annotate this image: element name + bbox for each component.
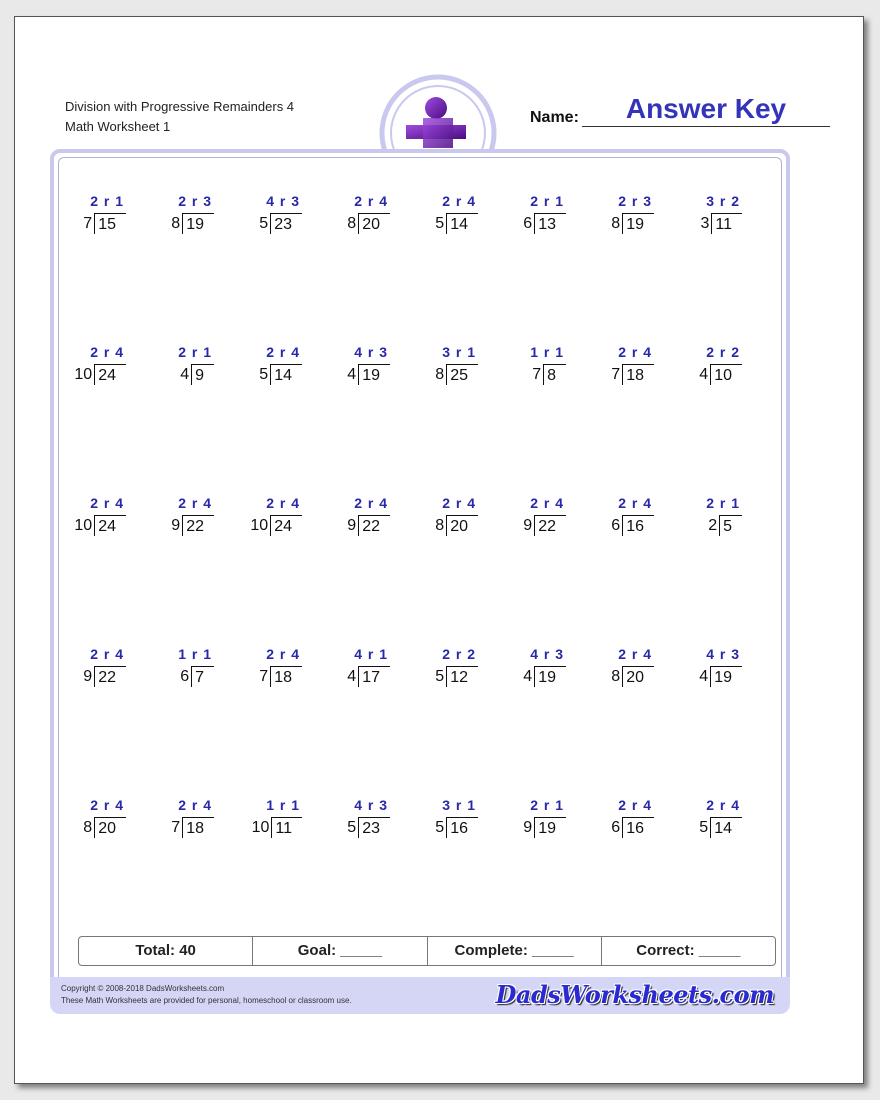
division-problem [600, 646, 688, 706]
dividend: 20 [622, 666, 654, 687]
dividend: 18 [182, 817, 214, 838]
long-division-expression [74, 363, 126, 385]
divisor: 7 [532, 366, 542, 383]
division-problem [424, 797, 512, 857]
long-division-expression [171, 514, 214, 536]
dividend: 5 [719, 515, 742, 536]
dividend: 20 [94, 817, 126, 838]
divisor: 9 [347, 517, 357, 534]
long-division-expression [180, 665, 214, 687]
long-division-expression [523, 212, 566, 234]
dividend: 23 [270, 213, 302, 234]
division-problem [336, 797, 424, 857]
division-problem [72, 646, 160, 706]
complete-field: Complete: _____ [428, 937, 602, 965]
dividend: 19 [534, 666, 566, 687]
division-problem [688, 646, 776, 706]
goal-field: Goal: _____ [253, 937, 427, 965]
quotient-answer: 2 r 4 [530, 495, 564, 511]
long-division-expression [435, 514, 478, 536]
dividend: 19 [358, 364, 390, 385]
quotient-answer: 2 r 4 [178, 495, 212, 511]
long-division-expression [347, 212, 390, 234]
totals-bar [78, 936, 776, 966]
divisor: 8 [171, 215, 181, 232]
dividend: 22 [534, 515, 566, 536]
dividend: 12 [446, 666, 478, 687]
quotient-answer: 4 r 3 [354, 344, 388, 360]
divisor: 7 [83, 215, 93, 232]
long-division-expression [180, 363, 214, 385]
division-problem [248, 646, 336, 706]
long-division-expression [611, 816, 654, 838]
long-division-expression [347, 665, 390, 687]
problem-row [72, 646, 776, 797]
division-problem [424, 344, 512, 404]
dividend: 8 [543, 364, 566, 385]
division-problem [336, 495, 424, 555]
dividend: 25 [446, 364, 478, 385]
quotient-answer: 4 r 3 [354, 797, 388, 813]
quotient-answer: 1 r 1 [266, 797, 300, 813]
divisor: 10 [251, 819, 270, 836]
division-problem [160, 344, 248, 404]
dividend: 24 [94, 515, 126, 536]
divisor: 7 [611, 366, 621, 383]
division-problem [248, 495, 336, 555]
divisor: 10 [74, 366, 93, 383]
divisor: 3 [700, 215, 710, 232]
division-problem [424, 646, 512, 706]
divisor: 9 [171, 517, 181, 534]
dividend: 17 [358, 666, 390, 687]
divisor: 9 [523, 517, 533, 534]
division-problem [688, 193, 776, 253]
division-problem [160, 646, 248, 706]
long-division-expression [708, 514, 742, 536]
long-division-expression [611, 514, 654, 536]
divisor: 5 [435, 819, 445, 836]
dividend: 9 [191, 364, 214, 385]
division-problem [688, 344, 776, 404]
name-field [530, 93, 830, 127]
quotient-answer: 2 r 4 [354, 495, 388, 511]
quotient-answer: 2 r 1 [706, 495, 740, 511]
divisor: 4 [347, 366, 357, 383]
divisor: 8 [435, 366, 445, 383]
long-division-expression [171, 212, 214, 234]
long-division-expression [523, 514, 566, 536]
quotient-answer: 2 r 4 [266, 495, 300, 511]
divisor: 10 [250, 517, 269, 534]
quotient-answer: 1 r 1 [178, 646, 212, 662]
divisor: 8 [611, 215, 621, 232]
divisor: 5 [435, 215, 445, 232]
long-division-expression [250, 514, 302, 536]
quotient-answer: 2 r 4 [354, 193, 388, 209]
copyright-notice [61, 983, 352, 1007]
division-problem [160, 193, 248, 253]
divisor: 9 [523, 819, 533, 836]
long-division-expression [611, 665, 654, 687]
division-problem [512, 193, 600, 253]
quotient-answer: 2 r 4 [90, 344, 124, 360]
divisor: 6 [611, 819, 621, 836]
divisor: 8 [435, 517, 445, 534]
long-division-expression [435, 212, 478, 234]
divisor: 7 [259, 668, 269, 685]
divisor: 4 [699, 366, 709, 383]
long-division-expression [435, 363, 478, 385]
divisor: 5 [699, 819, 709, 836]
dividend: 15 [94, 213, 126, 234]
division-problem [248, 797, 336, 857]
quotient-answer: 2 r 4 [618, 797, 652, 813]
divisor: 4 [347, 668, 357, 685]
division-problem [72, 797, 160, 857]
quotient-answer: 2 r 3 [178, 193, 212, 209]
dividend: 24 [94, 364, 126, 385]
division-problem [336, 646, 424, 706]
quotient-answer: 3 r 2 [706, 193, 740, 209]
divisor: 4 [699, 668, 709, 685]
long-division-expression [700, 212, 742, 234]
long-division-expression [259, 212, 302, 234]
division-problem [160, 797, 248, 857]
long-division-expression [347, 816, 390, 838]
long-division-expression [347, 363, 390, 385]
quotient-answer: 2 r 4 [442, 495, 476, 511]
long-division-expression [611, 212, 654, 234]
quotient-answer: 2 r 4 [178, 797, 212, 813]
quotient-answer: 2 r 1 [530, 193, 564, 209]
worksheet-title [65, 97, 294, 137]
divisor: 9 [83, 668, 93, 685]
correct-field: Correct: _____ [636, 942, 741, 959]
dividend: 24 [270, 515, 302, 536]
divisor: 6 [523, 215, 533, 232]
divisor: 5 [347, 819, 357, 836]
long-division-expression [532, 363, 566, 385]
quotient-answer: 4 r 3 [266, 193, 300, 209]
divisor: 5 [259, 366, 269, 383]
divisor: 7 [171, 819, 181, 836]
divisor: 2 [708, 517, 718, 534]
long-division-expression [252, 816, 302, 838]
dividend: 19 [710, 666, 742, 687]
divisor: 8 [83, 819, 93, 836]
dividend: 20 [446, 515, 478, 536]
divisor: 5 [259, 215, 269, 232]
division-problem [248, 344, 336, 404]
division-problem [512, 495, 600, 555]
problem-row [72, 344, 776, 495]
long-division-expression [83, 212, 126, 234]
division-problem [336, 193, 424, 253]
long-division-expression [259, 665, 302, 687]
title-line-1: Division with Progressive Remainders 4 [65, 99, 295, 114]
footer [50, 977, 790, 1014]
divisor: 4 [180, 366, 190, 383]
division-problem [248, 193, 336, 253]
long-division-expression [523, 816, 566, 838]
copyright-line: Copyright © 2008-2018 DadsWorksheets.com [61, 984, 225, 993]
dividend: 14 [710, 817, 742, 838]
problem-grid [72, 193, 776, 948]
quotient-answer: 3 r 1 [442, 797, 476, 813]
dividend: 16 [622, 817, 654, 838]
quotient-answer: 2 r 4 [266, 646, 300, 662]
division-problem [72, 495, 160, 555]
division-problem [336, 344, 424, 404]
quotient-answer: 2 r 4 [90, 495, 124, 511]
divisor: 5 [435, 668, 445, 685]
divisor: 6 [180, 668, 190, 685]
dividend: 7 [191, 666, 214, 687]
dividend: 19 [622, 213, 654, 234]
division-problem [424, 193, 512, 253]
division-problem [72, 344, 160, 404]
division-problem [160, 495, 248, 555]
quotient-answer: 3 r 1 [442, 344, 476, 360]
long-division-expression [435, 665, 478, 687]
division-problem [600, 797, 688, 857]
title-line-2: Math Worksheet 1 [65, 119, 171, 134]
dividend: 19 [182, 213, 214, 234]
division-problem [600, 193, 688, 253]
quotient-answer: 2 r 2 [706, 344, 740, 360]
usage-line: These Math Worksheets are provided for personal, homeschool or classroom use. [61, 996, 352, 1005]
quotient-answer: 2 r 1 [530, 797, 564, 813]
dividend: 23 [358, 817, 390, 838]
quotient-answer: 4 r 3 [706, 646, 740, 662]
long-division-expression [611, 363, 654, 385]
dividend: 19 [534, 817, 566, 838]
quotient-answer: 2 r 4 [90, 646, 124, 662]
quotient-answer: 4 r 3 [530, 646, 564, 662]
dividend: 22 [182, 515, 214, 536]
quotient-answer: 2 r 4 [618, 344, 652, 360]
divisor: 10 [74, 517, 93, 534]
dividend: 22 [358, 515, 390, 536]
problem-row [72, 797, 776, 948]
quotient-answer: 2 r 4 [706, 797, 740, 813]
answer-key-label: Answer Key [625, 93, 787, 124]
quotient-answer: 2 r 4 [266, 344, 300, 360]
quotient-answer: 1 r 1 [530, 344, 564, 360]
dividend: 14 [270, 364, 302, 385]
division-problem [600, 495, 688, 555]
long-division-expression [74, 514, 126, 536]
long-division-expression [699, 816, 742, 838]
long-division-expression [259, 363, 302, 385]
long-division-expression [171, 816, 214, 838]
divisor: 6 [611, 517, 621, 534]
divisor: 8 [347, 215, 357, 232]
division-problem [424, 495, 512, 555]
divisor: 4 [523, 668, 533, 685]
total-count: Total: 40 [79, 937, 253, 965]
quotient-answer: 2 r 4 [618, 495, 652, 511]
quotient-answer: 2 r 4 [618, 646, 652, 662]
dividend: 14 [446, 213, 478, 234]
name-label: Name: [530, 109, 579, 126]
dividend: 18 [622, 364, 654, 385]
long-division-expression [83, 665, 126, 687]
division-problem [688, 495, 776, 555]
division-problem [600, 344, 688, 404]
brand-logo: DadsWorksheets.com [495, 980, 774, 1009]
division-problem [512, 797, 600, 857]
dividend: 18 [270, 666, 302, 687]
division-problem [72, 193, 160, 253]
long-division-expression [83, 816, 126, 838]
long-division-expression [347, 514, 390, 536]
long-division-expression [523, 665, 566, 687]
dividend: 11 [271, 817, 302, 838]
name-underline [582, 126, 830, 127]
division-problem [688, 797, 776, 857]
dividend: 16 [446, 817, 478, 838]
dividend: 16 [622, 515, 654, 536]
quotient-answer: 2 r 1 [178, 344, 212, 360]
problem-row [72, 495, 776, 646]
long-division-expression [699, 363, 742, 385]
problems-panel [50, 149, 790, 1007]
long-division-expression [435, 816, 478, 838]
quotient-answer: 2 r 2 [442, 646, 476, 662]
dividend: 13 [534, 213, 566, 234]
problem-row [72, 193, 776, 344]
quotient-answer: 4 r 1 [354, 646, 388, 662]
dividend: 20 [358, 213, 390, 234]
dividend: 11 [711, 213, 742, 234]
quotient-answer: 2 r 4 [90, 797, 124, 813]
dividend: 22 [94, 666, 126, 687]
quotient-answer: 2 r 1 [90, 193, 124, 209]
division-problem [512, 646, 600, 706]
long-division-expression [699, 665, 742, 687]
quotient-answer: 2 r 3 [618, 193, 652, 209]
division-problem [512, 344, 600, 404]
quotient-answer: 2 r 4 [442, 193, 476, 209]
dividend: 10 [710, 364, 742, 385]
divisor: 8 [611, 668, 621, 685]
